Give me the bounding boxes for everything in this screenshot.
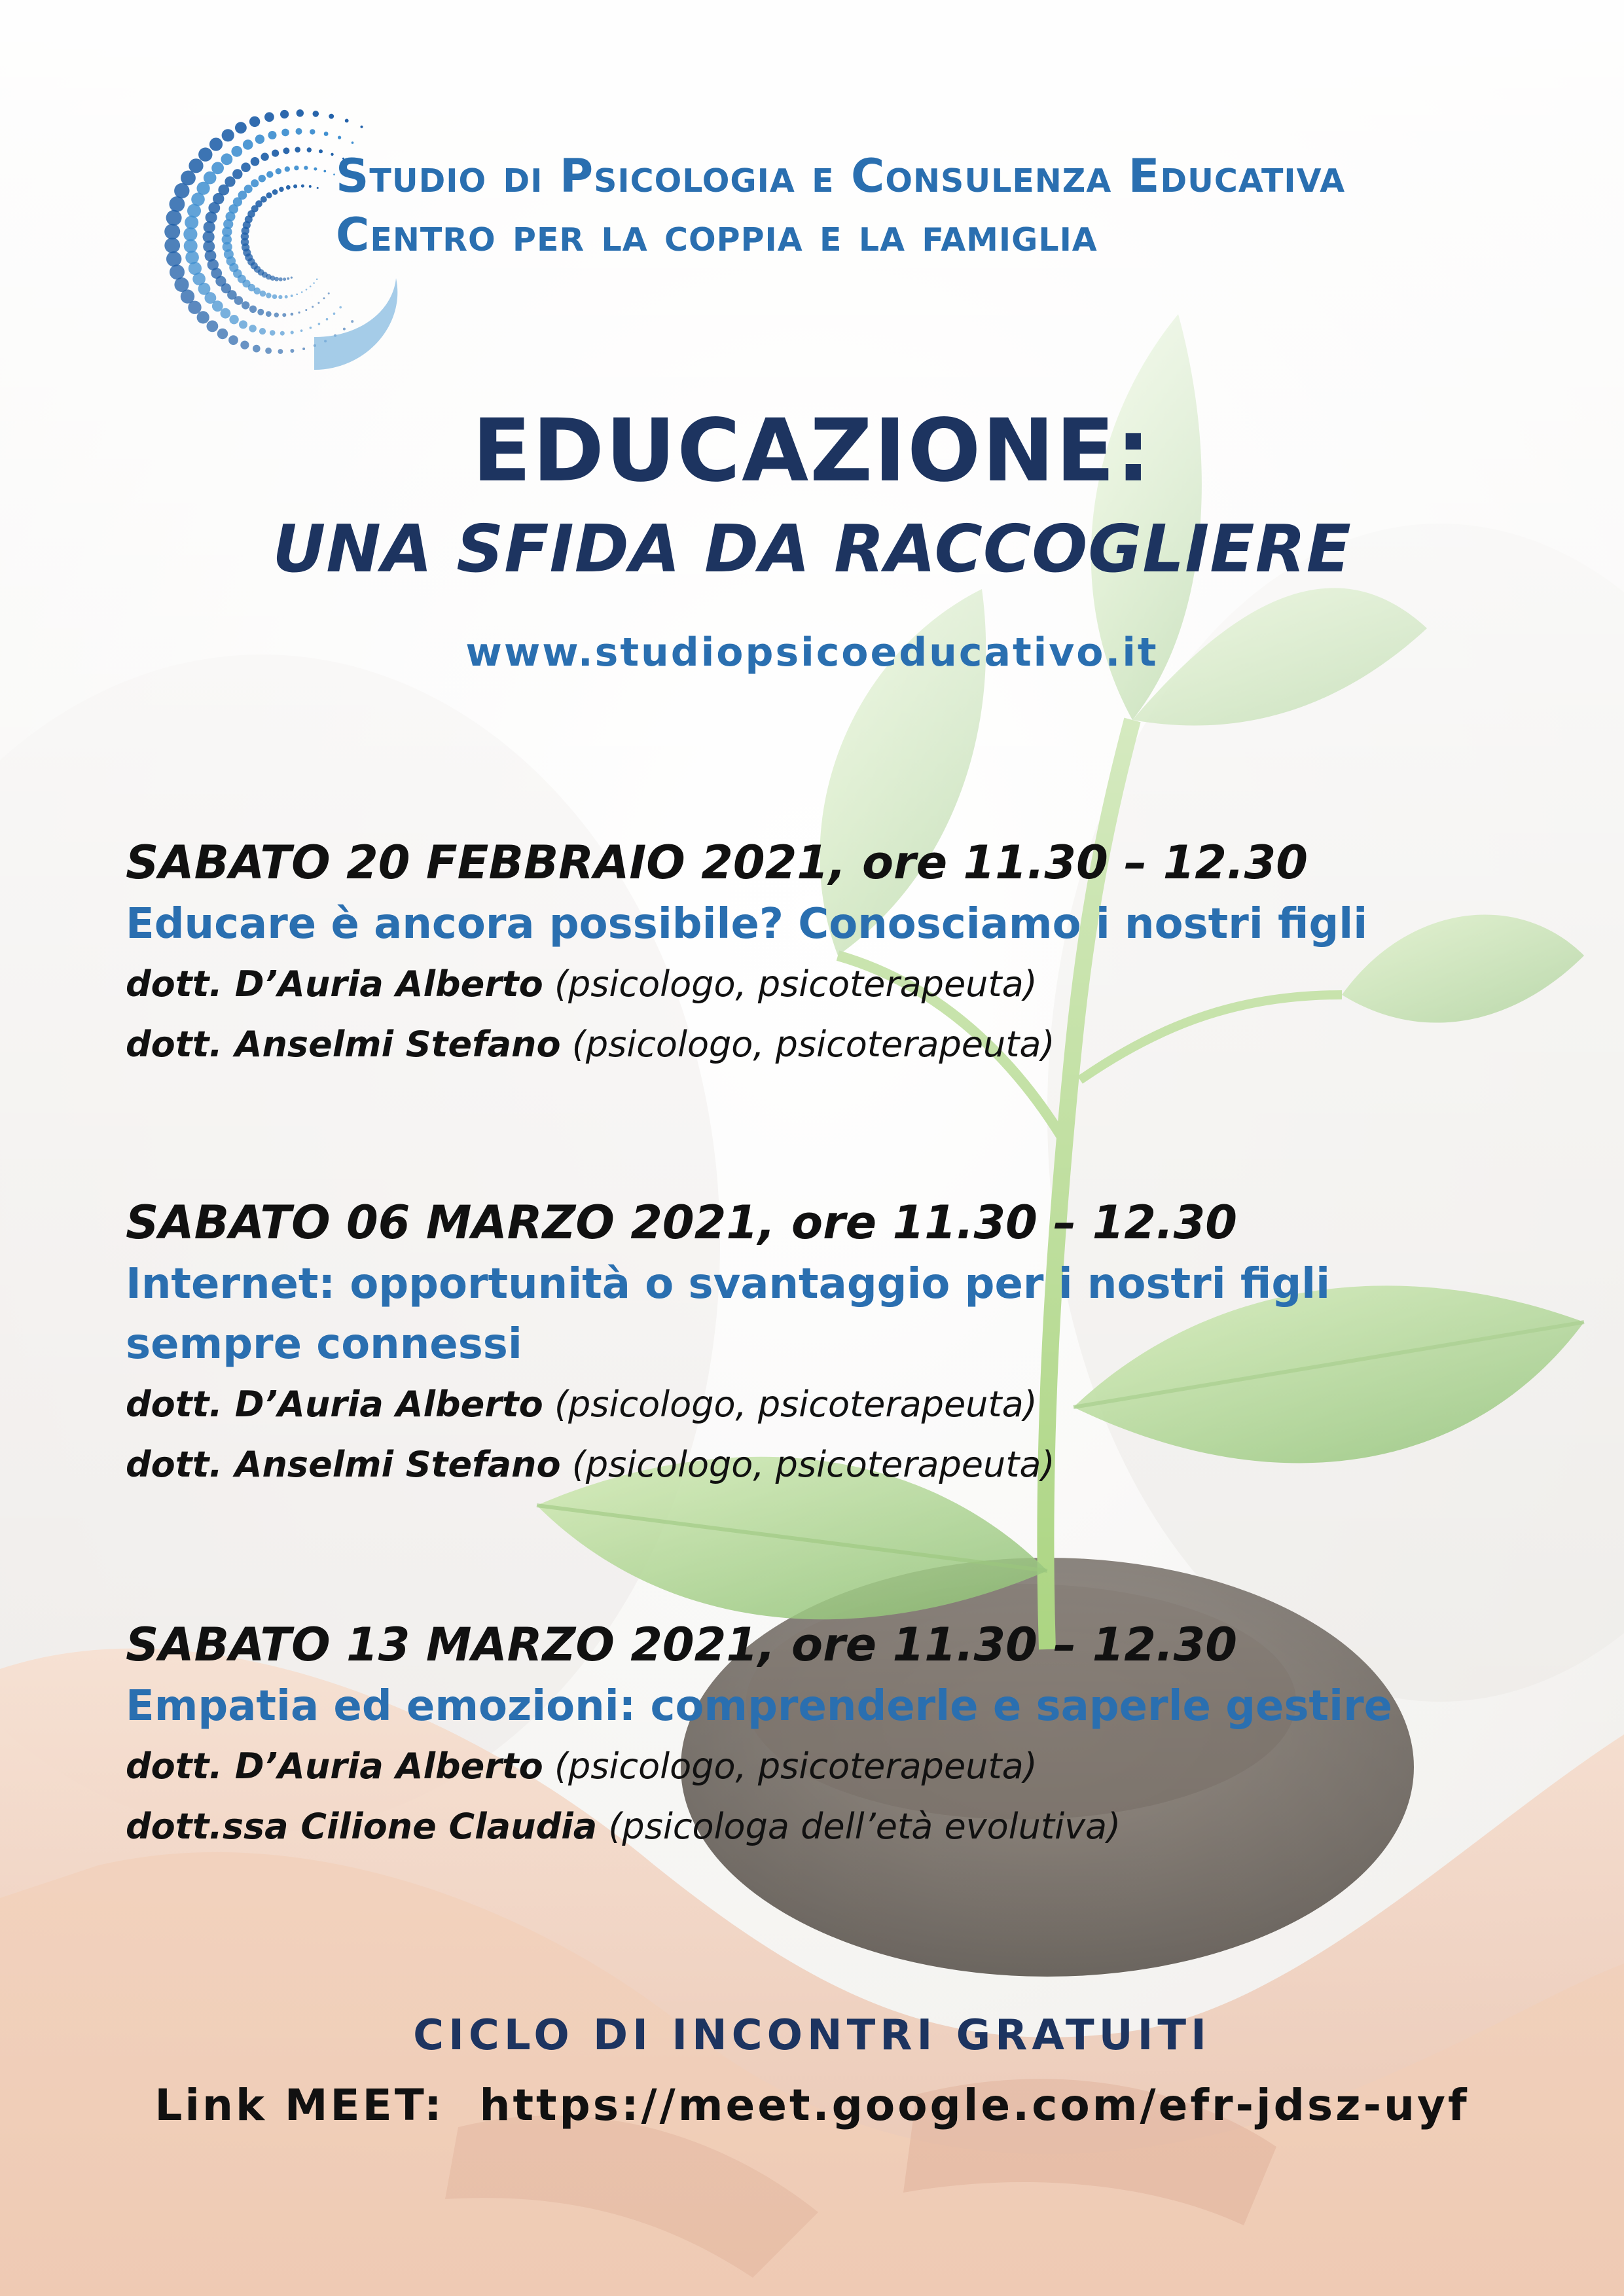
page-title: EDUCAZIONE: — [472, 401, 1152, 501]
speaker — [126, 1797, 1533, 1857]
event-2 — [126, 1191, 1533, 1495]
speaker — [126, 1736, 1533, 1797]
speaker-role: (psicologo, psicoterapeuta) — [554, 1384, 1038, 1425]
event-title: Educare è ancora possibile? Conosciamo i nostri figli — [126, 900, 1368, 948]
speaker — [126, 1014, 1533, 1075]
speaker — [126, 1435, 1533, 1495]
event-date: SABATO 20 FEBBRAIO 2021, ore 11.30 – 12.30 — [126, 836, 1308, 889]
speaker-name: dott. Anselmi Stefano — [126, 1444, 561, 1485]
meet-label: Link MEET: — [154, 2080, 444, 2130]
meet-link[interactable]: https://meet.google.com/efr-jdsz-uyf — [479, 2080, 1470, 2130]
website-link[interactable]: www.studiopsicoeducativo.it — [465, 630, 1159, 675]
event-title: Internet: opportunità o svantaggio per i nostri figli sempre connessi — [126, 1260, 1331, 1369]
cycle-banner: CICLO DI INCONTRI GRATUITI — [413, 2011, 1211, 2060]
speaker — [126, 1374, 1533, 1435]
speaker — [126, 954, 1533, 1014]
speaker-name: dott. D’Auria Alberto — [126, 1746, 543, 1787]
speaker-name: dott. D’Auria Alberto — [126, 1384, 543, 1425]
page-subtitle: UNA SFIDA DA RACCOGLIERE — [272, 511, 1352, 587]
org-subtitle: Centro per la coppia e la famiglia — [336, 208, 1098, 262]
speaker-role: (psicologo, psicoterapeuta) — [571, 1024, 1055, 1065]
meet-line — [0, 2080, 1624, 2130]
speaker-role: (psicologo, psicoterapeuta) — [554, 1746, 1038, 1787]
org-name: Studio di Psicologia e Consulenza Educativa — [336, 149, 1346, 203]
speaker-role: (psicologo, psicoterapeuta) — [554, 963, 1038, 1005]
event-1 — [126, 831, 1533, 1075]
speaker-role: (psicologa dell’età evolutiva) — [608, 1806, 1121, 1847]
speaker-name: dott. Anselmi Stefano — [126, 1024, 561, 1065]
event-date: SABATO 06 MARZO 2021, ore 11.30 – 12.30 — [126, 1196, 1238, 1249]
event-title: Empatia ed emozioni: comprenderle e saperle gestire — [126, 1682, 1393, 1731]
speaker-name: dott. D’Auria Alberto — [126, 963, 543, 1005]
speaker-role: (psicologo, psicoterapeuta) — [571, 1444, 1055, 1485]
event-3 — [126, 1613, 1533, 1857]
speaker-name: dott.ssa Cilione Claudia — [126, 1806, 598, 1847]
event-date: SABATO 13 MARZO 2021, ore 11.30 – 12.30 — [126, 1618, 1238, 1672]
